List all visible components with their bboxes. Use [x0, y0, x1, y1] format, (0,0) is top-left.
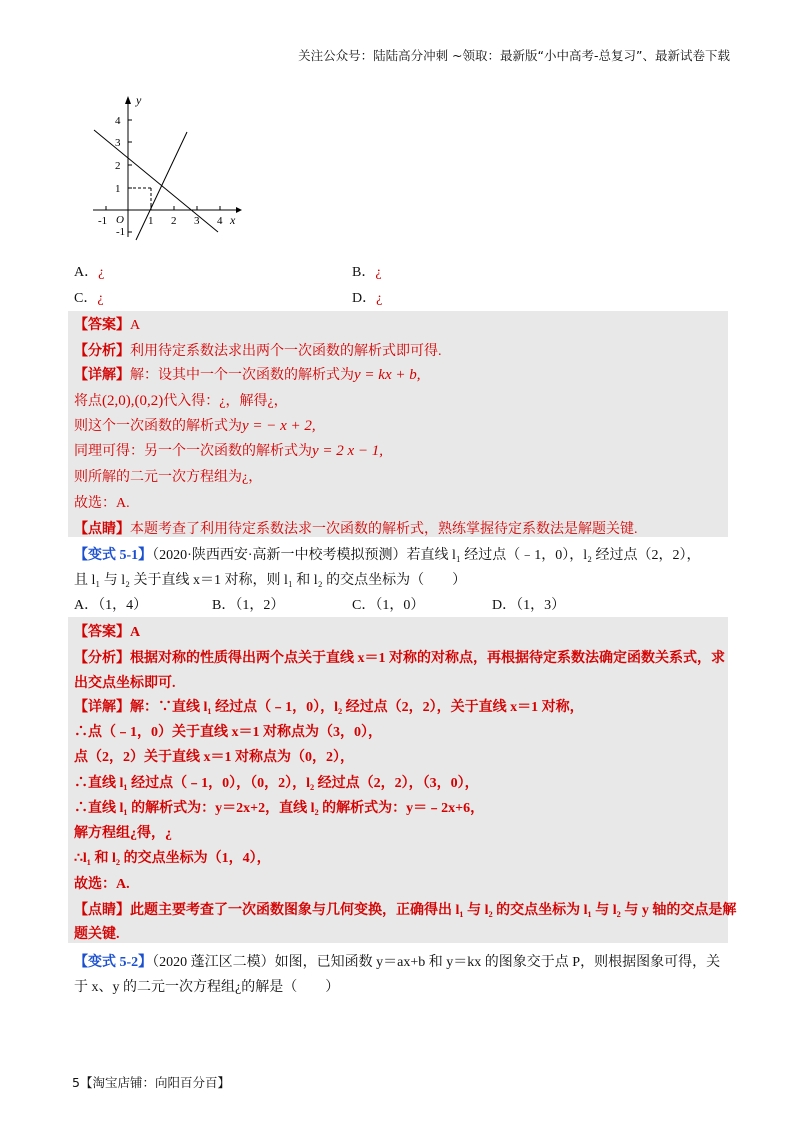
page-footer: 5【淘宝店铺：向阳百分百】 — [72, 1075, 230, 1090]
y-tick-2: 2 — [115, 160, 121, 172]
comment2-line-2: 题关键. — [74, 927, 120, 942]
comment-line: 【点睛】本题考查了利用待定系数法求一次函数的解析式，熟练掌握待定系数法是解题关键. — [74, 522, 638, 537]
detail-line-2: 将点(2,0),(0,2)代入得：¿，解得¿， — [74, 393, 288, 409]
detail-line-5: 则所解的二元一次方程组为¿， — [74, 470, 263, 485]
question-5-1-line-2: 且 l₁ 与 l₂ 关于直线 x＝1 对称，则 l₁ 和 l₂ 的交点坐标为（ ） — [74, 573, 467, 588]
detail2-line-2: ∴点（﹣1，0）关于直线 x＝1 对称点为（3，0）， — [74, 725, 382, 740]
question-5-2-tag: 【变式 5-2】 — [74, 955, 153, 970]
option-d[interactable]: D．¿ — [352, 291, 383, 306]
option-c[interactable]: C．¿ — [74, 291, 104, 306]
analysis-line-2b: 出交点坐标即可. — [74, 676, 176, 691]
detail-line-1: 【详解】解：设其中一个一次函数的解析式为y = kx + b, — [74, 367, 421, 383]
option-a-value: ¿ — [98, 265, 105, 280]
q2-option-a[interactable]: A．（1，4） — [74, 598, 148, 613]
y-tick-4: 4 — [115, 115, 121, 127]
answer-line-2: 【答案】A — [74, 625, 141, 640]
q2-option-d[interactable]: D．（1，3） — [492, 598, 566, 613]
option-c-value: ¿ — [97, 291, 104, 306]
x-axis-arrow — [236, 207, 242, 213]
detail2-line-5: ∴直线 l₁ 的解析式为：y＝2x+2，直线 l₂ 的解析式为：y＝﹣2x+6， — [74, 801, 485, 816]
y-axis-label: y — [136, 93, 142, 107]
origin-label: O — [116, 214, 124, 226]
option-b-value: ¿ — [375, 265, 382, 280]
option-b[interactable]: B．¿ — [352, 265, 382, 280]
q2-option-b[interactable]: B．（1，2） — [212, 598, 285, 613]
x-tick-2: 2 — [171, 215, 177, 227]
analysis-line-2a: 【分析】根据对称的性质得出两个点关于直线 x＝1 对称的对称点，再根据待定系数法确定函数关系式，求 — [74, 651, 725, 666]
question-5-1-line-1: 【变式 5-1】（2020·陕西西安·高新一中校考模拟预测）若直线 l₁ 经过点（﹣1，0），l₂ 经过点（2，2）， — [74, 548, 701, 563]
question-5-2-line-1: 【变式 5-2】（2020 蓬江区二模）如图，已知函数 y＝ax+b 和 y＝kx 的图象交于点 P，则根据图象可得，关 — [74, 955, 721, 970]
x-tick-neg1: -1 — [98, 215, 108, 227]
y-tick-neg1: -1 — [116, 226, 126, 238]
x-tick-4: 4 — [217, 215, 223, 227]
y-axis-arrow — [125, 96, 131, 104]
q2-option-c[interactable]: C．（1，0） — [352, 598, 425, 613]
detail2-line-4: ∴直线 l₁ 经过点（﹣1，0），（0，2），l₂ 经过点（2，2），（3，0）， — [74, 776, 479, 791]
option-a[interactable]: A．¿ — [74, 265, 105, 280]
detail2-line-8: 故选：A. — [74, 877, 130, 892]
detail-line-3: 则这个一次函数的解析式为y = − x + 2, — [74, 418, 316, 434]
detail-line-4: 同理可得：另一个一次函数的解析式为y = 2 x − 1, — [74, 443, 384, 459]
option-d-value: ¿ — [376, 291, 383, 306]
question-5-1-tag: 【变式 5-1】 — [74, 548, 153, 563]
comment2-line-1: 【点睛】此题主要考查了一次函数图象与几何变换，正确得出 l₁ 与 l₂ 的交点坐标为 l₁ 与 l₂ 与 y 轴的交点是解 — [74, 903, 737, 918]
detail2-line-3: 点（2，2）关于直线 x＝1 对称点为（0，2）， — [74, 750, 354, 765]
line-y-equals-2x-minus-1 — [136, 132, 187, 240]
x-tick-1: 1 — [148, 215, 154, 227]
page-header: 关注公众号：陆陆高分冲刺 ~领取：最新版“小中高考-总复习”、最新试卷下载 — [298, 48, 730, 63]
question-5-2-line-2: 于 x、y 的二元一次方程组¿的解是（ ） — [74, 980, 340, 995]
analysis-line: 【分析】利用待定系数法求出两个一次函数的解析式即可得. — [74, 344, 442, 359]
y-tick-3: 3 — [115, 137, 121, 149]
x-axis-label: x — [230, 213, 236, 227]
solution-block-1 — [68, 311, 728, 537]
function-graph — [88, 92, 258, 242]
solution-block-2 — [68, 617, 737, 943]
detail-line-6: 故选：A. — [74, 496, 130, 511]
detail2-line-1: 【详解】解：∵直线 l₁ 经过点（﹣1，0），l₂ 经过点（2，2），关于直线 x＝1 对称， — [74, 700, 584, 715]
detail2-line-7: ∴l₁ 和 l₂ 的交点坐标为（1，4）， — [74, 851, 271, 866]
x-tick-3: 3 — [194, 215, 200, 227]
answer-line: 【答案】A — [74, 318, 141, 333]
detail2-line-6: 解方程组¿得，¿ — [74, 826, 172, 841]
y-tick-1: 1 — [115, 183, 121, 195]
